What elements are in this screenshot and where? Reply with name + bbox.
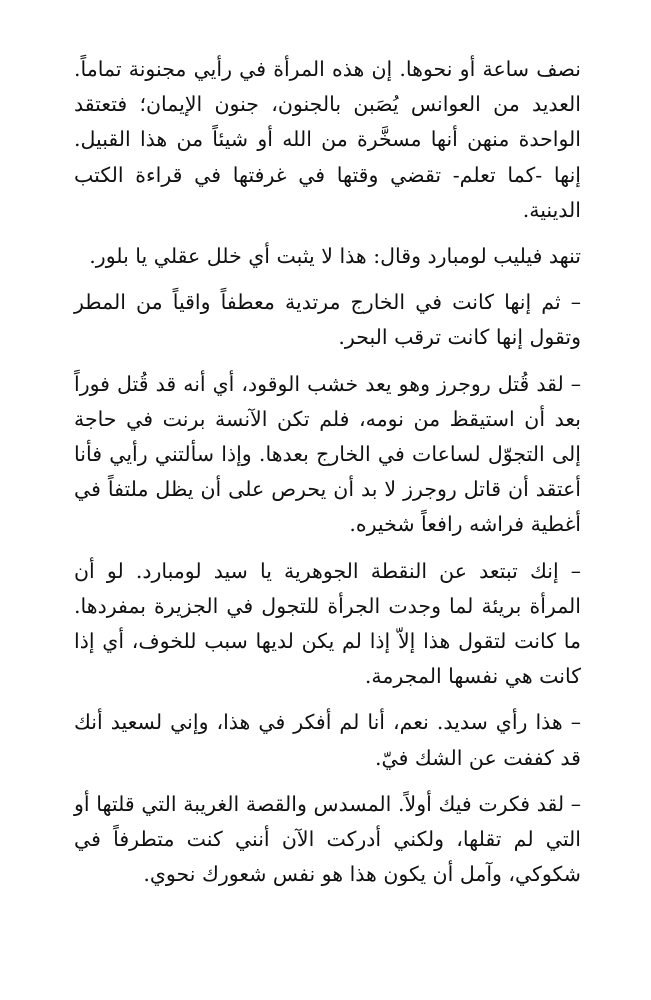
paragraph-5: – إنك تبتعد عن النقطة الجوهرية يا سيد لومبارد. لو أن المرأة بريئة لما وجدت الجرأة للتجول في الجزيرة بمفردها. ما كانت لتقول هذا إلاّ إذا لم يكن لديها سبب للخوف، أي إذا كانت هي نفسها المجرمة. [74, 558, 581, 689]
paragraph-7: – لقد فكرت فيك أولاً. المسدس والقصة الغريبة التي قلتها أو التي لم تقلها، ولكني أدركت الآن أنني كنت متطرفاً في شكوكي، وآمل أن يكون هذا هو نفس شعورك نحوي. [74, 791, 581, 887]
paragraph-6: – هذا رأي سديد. نعم، أنا لم أفكر في هذا، وإني لسعيد أنك قد كففت عن الشك فيّ. [74, 710, 581, 770]
paragraph-2: تنهد فيليب لومبارد وقال: هذا لا يثبت أي خلل عقلي يا بلور. [89, 244, 581, 269]
paragraph-1: نصف ساعة أو نحوها. إن هذه المرأة في رأيي مجنونة تماماً. العديد من العوانس يُصَبن بالجنون، جنون الإيمان؛ فتعتقد الواحدة منهن أنها مسخَّرة من الله أو شيئاً من هذا القبيل. إنها -كما تعلم- تقضي وقتها في غرفتها في قراءة الكتب الدينية. [74, 57, 581, 222]
paragraph-3: – ثم إنها كانت في الخارج مرتدية معطفاً واقياً من المطر وتقول إنها كانت ترقب البحر. [74, 290, 581, 350]
paragraph-4: – لقد قُتل روجرز وهو يعد خشب الوقود، أي أنه قد قُتل فوراً بعد أن استيقظ من نومه، فلم تكن الآنسة برنت في حاجة إلى التجوّل لساعات في الخارج بعدها. وإذا سألتني رأيي فأنا أعتقد أن قاتل روجرز لا بد أن يحرص على أن يظل ملتفاً في أغطية فراشه رافعاً شخيره. [74, 371, 581, 537]
